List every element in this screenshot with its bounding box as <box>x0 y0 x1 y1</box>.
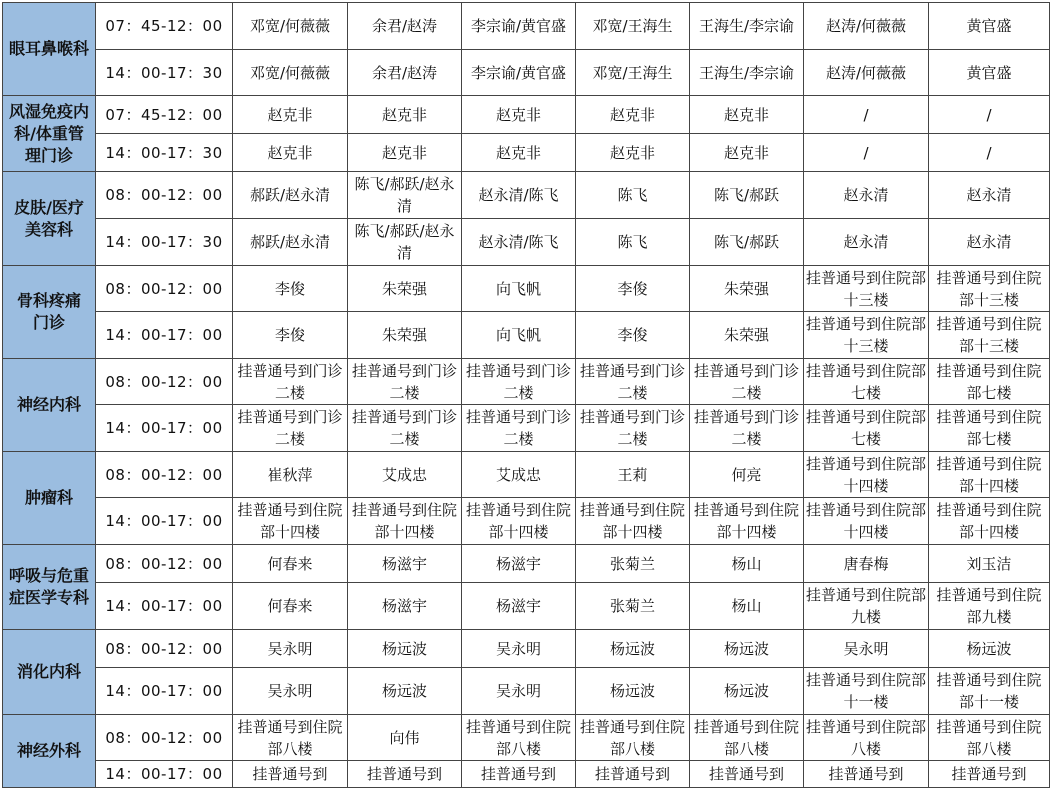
schedule-cell: 赵克非 <box>576 96 690 134</box>
department-name: 皮肤/医疗 美容科 <box>3 172 96 266</box>
schedule-cell: 挂普通号到住院部七楼 <box>929 405 1050 452</box>
schedule-cell: 挂普通号到住院部十三楼 <box>804 266 929 312</box>
schedule-cell: 杨远波 <box>576 668 690 715</box>
schedule-cell: 张菊兰 <box>576 545 690 583</box>
schedule-cell: 张菊兰 <box>576 583 690 630</box>
schedule-cell: 吴永明 <box>804 630 929 668</box>
schedule-cell: 挂普通号到住院部八楼 <box>576 715 690 761</box>
time-slot: 08：00-12：00 <box>96 630 233 668</box>
schedule-cell: 挂普通号到住院部十四楼 <box>804 452 929 498</box>
schedule-cell: 挂普通号到住院部九楼 <box>929 583 1050 630</box>
schedule-cell: 向飞帆 <box>462 312 576 359</box>
time-slot: 08：00-12：00 <box>96 266 233 312</box>
schedule-cell: 郝跃/赵永清 <box>233 219 348 266</box>
schedule-cell: 挂普通号到门诊二楼 <box>576 359 690 405</box>
schedule-cell: 挂普通号到住院部十一楼 <box>929 668 1050 715</box>
schedule-cell: 杨远波 <box>690 668 804 715</box>
schedule-cell: 李俊 <box>576 266 690 312</box>
table-row <box>3 630 1050 668</box>
department-name: 风湿免疫内 科/体重管 理门诊 <box>3 96 96 172</box>
department-name: 眼耳鼻喉科 <box>3 3 96 96</box>
time-slot: 14：00-17：30 <box>96 134 233 172</box>
schedule-cell: 杨滋宇 <box>462 545 576 583</box>
schedule-body <box>3 3 1050 788</box>
table-row <box>3 498 1050 545</box>
schedule-cell: 挂普通号到住院部十四楼 <box>690 498 804 545</box>
schedule-cell: 陈飞 <box>576 219 690 266</box>
schedule-cell: 挂普通号到住院部七楼 <box>804 359 929 405</box>
schedule-cell: 挂普通号到 <box>804 761 929 788</box>
schedule-cell: 杨远波 <box>348 630 462 668</box>
department-name: 肿瘤科 <box>3 452 96 545</box>
schedule-cell: 挂普通号到住院部十四楼 <box>576 498 690 545</box>
time-slot: 14：00-17：00 <box>96 668 233 715</box>
schedule-cell: 何春来 <box>233 545 348 583</box>
schedule-cell: 挂普通号到住院部九楼 <box>804 583 929 630</box>
table-row <box>3 583 1050 630</box>
schedule-cell: 挂普通号到住院部十三楼 <box>929 312 1050 359</box>
time-slot: 14：00-17：00 <box>96 405 233 452</box>
department-name: 骨科疼痛 门诊 <box>3 266 96 359</box>
schedule-cell: 杨滋宇 <box>348 583 462 630</box>
table-row <box>3 50 1050 96</box>
table-row <box>3 359 1050 405</box>
schedule-cell: 挂普通号到住院部八楼 <box>233 715 348 761</box>
schedule-cell: 挂普通号到住院部七楼 <box>804 405 929 452</box>
table-row <box>3 405 1050 452</box>
schedule-cell: 赵克非 <box>233 96 348 134</box>
schedule-cell: 朱荣强 <box>348 312 462 359</box>
schedule-cell: 赵克非 <box>690 96 804 134</box>
schedule-cell: 赵永清 <box>804 219 929 266</box>
schedule-cell: 杨滋宇 <box>462 583 576 630</box>
time-slot: 08：00-12：00 <box>96 172 233 219</box>
schedule-cell: 赵永清/陈飞 <box>462 172 576 219</box>
schedule-cell: 陈飞/郝跃 <box>690 172 804 219</box>
schedule-cell: 朱荣强 <box>690 266 804 312</box>
time-slot: 08：00-12：00 <box>96 715 233 761</box>
schedule-cell: 杨山 <box>690 545 804 583</box>
schedule-cell: 赵涛/何薇薇 <box>804 50 929 96</box>
schedule-cell: 李宗谕/黄官盛 <box>462 50 576 96</box>
schedule-cell: 挂普通号到门诊二楼 <box>462 359 576 405</box>
schedule-cell: 吴永明 <box>462 668 576 715</box>
schedule-cell: 王海生/李宗谕 <box>690 3 804 50</box>
time-slot: 14：00-17：30 <box>96 50 233 96</box>
schedule-cell: 王海生/李宗谕 <box>690 50 804 96</box>
schedule-cell: 杨山 <box>690 583 804 630</box>
time-slot: 07：45-12：00 <box>96 96 233 134</box>
schedule-cell: 赵克非 <box>348 96 462 134</box>
schedule-cell: 挂普通号到住院部八楼 <box>690 715 804 761</box>
schedule-cell: 艾成忠 <box>348 452 462 498</box>
schedule-cell: 赵克非 <box>462 134 576 172</box>
schedule-cell: 唐春梅 <box>804 545 929 583</box>
schedule-cell: / <box>929 96 1050 134</box>
schedule-cell: / <box>804 134 929 172</box>
schedule-cell: 吴永明 <box>233 630 348 668</box>
schedule-cell: 赵永清/陈飞 <box>462 219 576 266</box>
schedule-cell: 邓宽/王海生 <box>576 3 690 50</box>
schedule-cell: 何亮 <box>690 452 804 498</box>
schedule-cell: 陈飞/郝跃 <box>690 219 804 266</box>
schedule-cell: 陈飞 <box>576 172 690 219</box>
time-slot: 14：00-17：00 <box>96 583 233 630</box>
schedule-cell: 挂普通号到住院部十四楼 <box>233 498 348 545</box>
schedule-cell: 向飞帆 <box>462 266 576 312</box>
schedule-cell: 挂普通号到门诊二楼 <box>348 359 462 405</box>
schedule-cell: 挂普通号到门诊二楼 <box>233 405 348 452</box>
schedule-cell: 余君/赵涛 <box>348 50 462 96</box>
table-row <box>3 545 1050 583</box>
schedule-cell: 挂普通号到住院部十四楼 <box>929 498 1050 545</box>
schedule-cell: 杨远波 <box>929 630 1050 668</box>
schedule-cell: 朱荣强 <box>690 312 804 359</box>
schedule-cell: 黄官盛 <box>929 50 1050 96</box>
schedule-cell: 挂普通号到门诊二楼 <box>348 405 462 452</box>
schedule-cell: 挂普通号到 <box>233 761 348 788</box>
schedule-cell: 艾成忠 <box>462 452 576 498</box>
department-name: 消化内科 <box>3 630 96 715</box>
table-row <box>3 668 1050 715</box>
schedule-cell: 赵永清 <box>804 172 929 219</box>
schedule-cell: 挂普通号到住院部八楼 <box>462 715 576 761</box>
schedule-cell: 挂普通号到 <box>690 761 804 788</box>
schedule-cell: 挂普通号到门诊二楼 <box>690 405 804 452</box>
schedule-cell: 赵克非 <box>462 96 576 134</box>
time-slot: 08：00-12：00 <box>96 452 233 498</box>
schedule-cell: 邓宽/王海生 <box>576 50 690 96</box>
schedule-cell: 挂普通号到住院部十四楼 <box>462 498 576 545</box>
schedule-cell: 赵克非 <box>690 134 804 172</box>
table-row <box>3 266 1050 312</box>
schedule-cell: 挂普通号到门诊二楼 <box>462 405 576 452</box>
schedule-cell: 挂普通号到住院部十四楼 <box>929 452 1050 498</box>
schedule-cell: 杨滋宇 <box>348 545 462 583</box>
department-name: 神经内科 <box>3 359 96 452</box>
schedule-cell: 杨远波 <box>576 630 690 668</box>
schedule-cell: 挂普通号到住院部七楼 <box>929 359 1050 405</box>
schedule-cell: 赵涛/何薇薇 <box>804 3 929 50</box>
time-slot: 14：00-17：00 <box>96 498 233 545</box>
schedule-cell: 郝跃/赵永清 <box>233 172 348 219</box>
schedule-cell: 李俊 <box>233 312 348 359</box>
schedule-cell: / <box>929 134 1050 172</box>
schedule-cell: 邓宽/何薇薇 <box>233 50 348 96</box>
schedule-cell: 黄官盛 <box>929 3 1050 50</box>
schedule-table <box>2 2 1050 788</box>
department-name: 神经外科 <box>3 715 96 788</box>
schedule-cell: 挂普通号到住院部十三楼 <box>804 312 929 359</box>
schedule-cell: 王莉 <box>576 452 690 498</box>
schedule-cell: 挂普通号到住院部十四楼 <box>804 498 929 545</box>
schedule-cell: 邓宽/何薇薇 <box>233 3 348 50</box>
time-slot: 08：00-12：00 <box>96 545 233 583</box>
schedule-cell: 杨远波 <box>690 630 804 668</box>
schedule-cell: 吴永明 <box>233 668 348 715</box>
schedule-cell: 吴永明 <box>462 630 576 668</box>
table-row <box>3 312 1050 359</box>
schedule-cell: 挂普通号到住院部十三楼 <box>929 266 1050 312</box>
schedule-cell: 陈飞/郝跃/赵永清 <box>348 219 462 266</box>
schedule-cell: 挂普通号到住院部十四楼 <box>348 498 462 545</box>
table-row <box>3 96 1050 134</box>
schedule-cell: 陈飞/郝跃/赵永清 <box>348 172 462 219</box>
table-row <box>3 715 1050 761</box>
time-slot: 14：00-17：00 <box>96 761 233 788</box>
schedule-cell: / <box>804 96 929 134</box>
schedule-cell: 挂普通号到住院部八楼 <box>804 715 929 761</box>
schedule-cell: 赵克非 <box>348 134 462 172</box>
schedule-cell: 余君/赵涛 <box>348 3 462 50</box>
schedule-cell: 赵永清 <box>929 172 1050 219</box>
schedule-cell: 挂普通号到住院部十一楼 <box>804 668 929 715</box>
schedule-cell: 挂普通号到住院部八楼 <box>929 715 1050 761</box>
time-slot: 14：00-17：00 <box>96 312 233 359</box>
schedule-cell: 挂普通号到 <box>576 761 690 788</box>
table-row <box>3 452 1050 498</box>
schedule-cell: 挂普通号到门诊二楼 <box>233 359 348 405</box>
time-slot: 08：00-12：00 <box>96 359 233 405</box>
schedule-cell: 挂普通号到门诊二楼 <box>576 405 690 452</box>
table-row <box>3 3 1050 50</box>
schedule-cell: 李俊 <box>576 312 690 359</box>
schedule-cell: 赵永清 <box>929 219 1050 266</box>
schedule-cell: 赵克非 <box>576 134 690 172</box>
schedule-cell: 向伟 <box>348 715 462 761</box>
schedule-cell: 李宗谕/黄官盛 <box>462 3 576 50</box>
schedule-cell: 崔秋萍 <box>233 452 348 498</box>
schedule-cell: 赵克非 <box>233 134 348 172</box>
time-slot: 14：00-17：30 <box>96 219 233 266</box>
time-slot: 07：45-12：00 <box>96 3 233 50</box>
table-row <box>3 761 1050 788</box>
table-row <box>3 172 1050 219</box>
schedule-cell: 挂普通号到 <box>462 761 576 788</box>
schedule-cell: 杨远波 <box>348 668 462 715</box>
schedule-cell: 何春来 <box>233 583 348 630</box>
schedule-cell: 李俊 <box>233 266 348 312</box>
schedule-cell: 挂普通号到门诊二楼 <box>690 359 804 405</box>
schedule-cell: 朱荣强 <box>348 266 462 312</box>
schedule-cell: 刘玉洁 <box>929 545 1050 583</box>
schedule-cell: 挂普通号到 <box>929 761 1050 788</box>
schedule-cell: 挂普通号到 <box>348 761 462 788</box>
department-name: 呼吸与危重 症医学专科 <box>3 545 96 630</box>
table-row <box>3 219 1050 266</box>
table-row <box>3 134 1050 172</box>
